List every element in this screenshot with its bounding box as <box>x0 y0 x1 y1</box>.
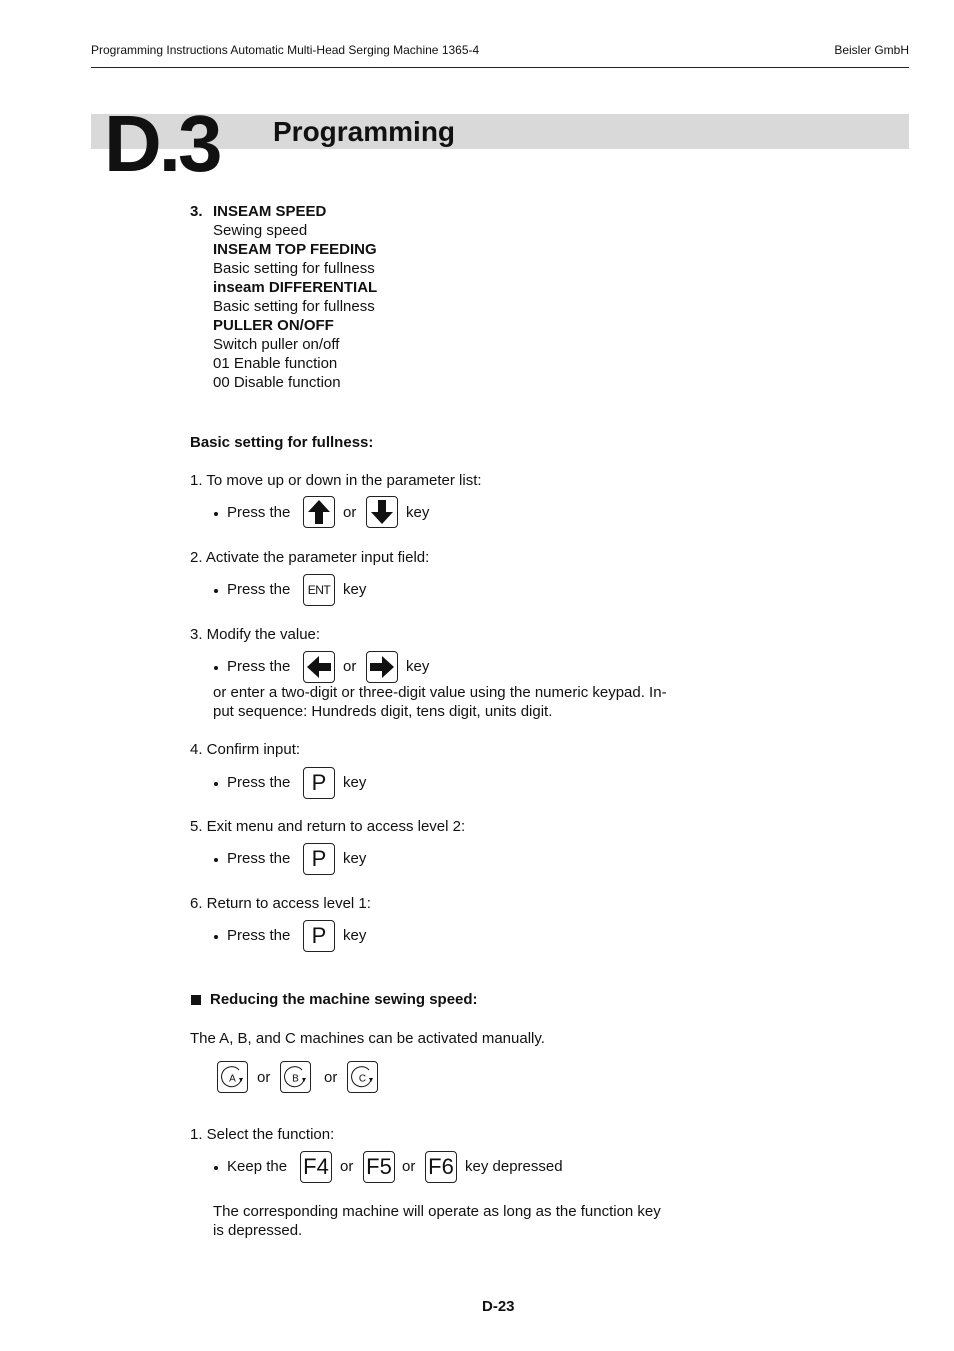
param-line: 00 Disable function <box>213 374 341 391</box>
arrow-left-icon <box>306 655 332 679</box>
p-key-label: P <box>311 923 327 948</box>
p-key-label: P <box>311 846 327 871</box>
press-the-label: Press the <box>227 850 291 867</box>
basic-heading: Basic setting for fullness: <box>190 434 374 451</box>
p-key <box>303 767 335 799</box>
press-the-label: Press the <box>227 927 291 944</box>
param-line: Basic setting for fullness <box>213 298 375 315</box>
arrow-down-key <box>366 496 398 528</box>
f5-key <box>363 1151 395 1183</box>
reducing-heading: Reducing the machine sewing speed: <box>210 991 478 1008</box>
key-label: key <box>406 504 430 521</box>
bullet <box>214 666 218 670</box>
enter-key <box>303 574 335 606</box>
press-the-label: Press the <box>227 504 291 521</box>
or-label: or <box>343 658 357 675</box>
or-label: or <box>343 504 357 521</box>
key-label: key <box>343 927 367 944</box>
press-the-label: Press the <box>227 581 291 598</box>
rotate-c-icon <box>349 1064 376 1091</box>
section-number: D.3 <box>104 99 220 188</box>
param-line: Switch puller on/off <box>213 336 340 353</box>
page-number: D-23 <box>482 1298 515 1315</box>
key-label: key <box>343 850 367 867</box>
p-key-label: P <box>311 770 327 795</box>
or-label: or <box>402 1158 416 1175</box>
arrow-up-key <box>303 496 335 528</box>
or-label: or <box>340 1158 354 1175</box>
step6-text: 6. Return to access level 1: <box>190 895 371 912</box>
step3-text: 3. Modify the value: <box>190 626 321 643</box>
step2-text: 2. Activate the parameter input field: <box>190 549 430 566</box>
bullet <box>214 1166 218 1170</box>
item3-parameter-list <box>213 202 377 392</box>
f5-key-label: F5 <box>366 1154 392 1179</box>
step3-note-line1: or enter a two-digit or three-digit value using the numeric keypad. In- <box>213 684 667 701</box>
press-the-label: Press the <box>227 658 291 675</box>
param-line: PULLER ON/OFF <box>213 317 334 334</box>
param-line: inseam DIFFERENTIAL <box>213 279 378 296</box>
step5-text: 5. Exit menu and return to access level 2: <box>190 818 466 835</box>
header-company: Beisler GmbH <box>834 43 909 57</box>
machine-c-key <box>347 1061 378 1093</box>
arrow-left-key <box>303 651 335 683</box>
key-depressed-label: key depressed <box>465 1158 563 1175</box>
square-bullet-icon <box>191 995 201 1005</box>
param-line: INSEAM SPEED <box>213 203 327 220</box>
param-line: INSEAM TOP FEEDING <box>213 241 377 258</box>
machine-b-key <box>280 1061 311 1093</box>
arrow-down-icon <box>370 499 394 525</box>
step4-text: 4. Confirm input: <box>190 741 301 758</box>
f4-key-label: F4 <box>303 1154 329 1179</box>
item3-number: 3. <box>190 203 203 220</box>
machine-a-key <box>217 1061 248 1093</box>
reducing-intro: The A, B, and C machines can be activated manually. <box>190 1030 545 1047</box>
bullet <box>214 782 218 786</box>
bullet <box>214 512 218 516</box>
reducing-note-line2: is depressed. <box>213 1222 303 1239</box>
bullet <box>214 589 218 593</box>
keep-the-label: Keep the <box>227 1158 288 1175</box>
section-title: Programming <box>273 116 456 147</box>
header-rule <box>91 67 909 68</box>
reducing-note-line1: The corresponding machine will operate as long as the function key <box>213 1203 661 1220</box>
f6-key-label: F6 <box>428 1154 454 1179</box>
press-the-label: Press the <box>227 774 291 791</box>
arrow-up-icon <box>307 499 331 525</box>
arrow-right-icon <box>369 655 395 679</box>
param-line: 01 Enable function <box>213 355 338 372</box>
bullet <box>214 858 218 862</box>
param-line: Basic setting for fullness <box>213 260 375 277</box>
f4-key <box>300 1151 332 1183</box>
p-key <box>303 843 335 875</box>
f6-key <box>425 1151 457 1183</box>
bullet <box>214 935 218 939</box>
or-label: or <box>324 1069 338 1086</box>
machine-a-label: A <box>229 1073 236 1084</box>
enter-key-label: ENT <box>307 583 331 597</box>
header-title: Programming Instructions Automatic Multi-Head Serging Machine 1365-4 <box>91 43 480 57</box>
key-label: key <box>406 658 430 675</box>
step3-note-line2: put sequence: Hundreds digit, tens digit, units digit. <box>213 703 553 720</box>
machine-b-label: B <box>292 1073 299 1084</box>
arrow-right-key <box>366 651 398 683</box>
reducing-step1: 1. Select the function: <box>190 1126 335 1143</box>
key-label: key <box>343 774 367 791</box>
rotate-b-icon <box>282 1064 309 1091</box>
p-key <box>303 920 335 952</box>
param-line: Sewing speed <box>213 222 308 239</box>
key-label: key <box>343 581 367 598</box>
rotate-a-icon <box>219 1064 246 1091</box>
or-label: or <box>257 1069 271 1086</box>
step1-text: 1. To move up or down in the parameter list: <box>190 472 482 489</box>
machine-c-label: C <box>358 1073 367 1084</box>
